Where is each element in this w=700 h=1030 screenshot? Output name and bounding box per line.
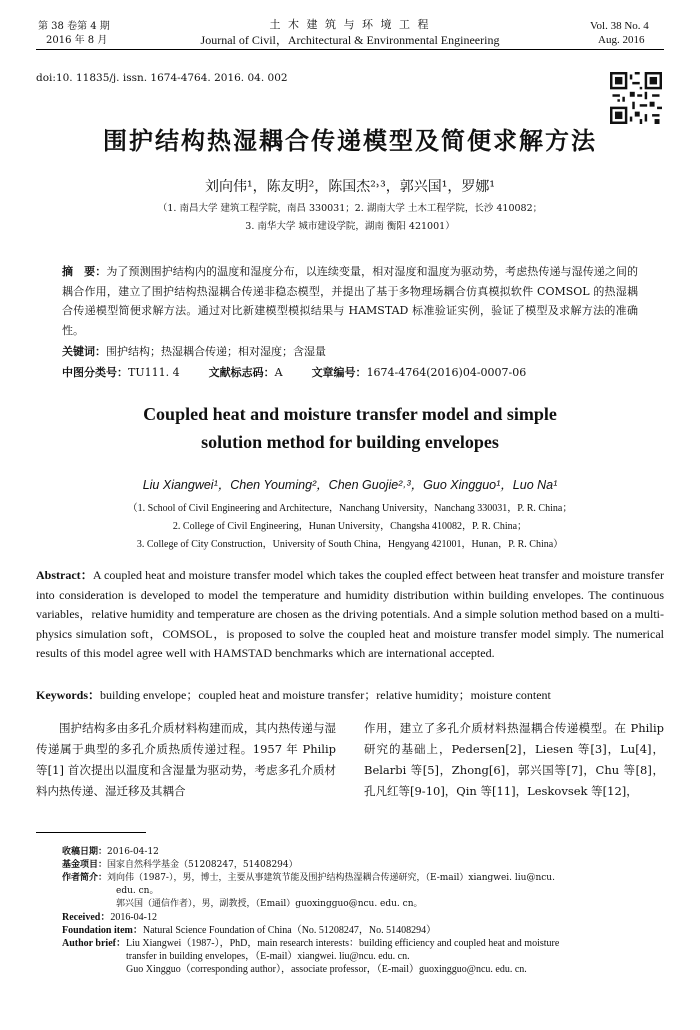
abstract-cn [62, 262, 638, 340]
fund-en-value: Natural Science Foundation of China（No. 51208247，No. 51408294） [142, 925, 437, 936]
journal-en: Journal of Civil，Architectural & Environmental Engineering [200, 33, 500, 47]
bio-cn-label: 作者简介： [62, 873, 108, 883]
received-en-value: 2016-04-12 [110, 912, 157, 923]
keywords-cn-text: 围护结构；热湿耦合传递；相对湿度；含湿量 [106, 345, 326, 358]
fund-cn-label: 基金项目： [62, 860, 108, 870]
abstract-en-text: A coupled heat and moisture transfer model which takes the coupled effect between heat transfer and moisture transfer into consideration is developed to model the temperature and humidity distribution within building envelopes. The continuous variables，relative humidity and temperature are chosen as the driving potentials. And a simple solution method based on a multi-physics simulation soft，COMSOL，is proposed to solve the coupled heat and moisture transfer model simply. The numerical results of this model agree well with HAMSTAD benchmarks which are international accepted. [36, 568, 665, 660]
affiliation-en-1: （1. School of Civil Engineering and Architecture，Nanchang University，Nanchang 330031，P. R. China； [127, 503, 573, 514]
footnotes [62, 846, 662, 976]
bio-cn-line-3: 郭兴国（通信作者），男，副教授，（Email）guoxingguo@ncu. edu. cn。 [116, 899, 423, 909]
footnote-fund-cn [62, 859, 662, 872]
keywords-cn-label: 关键词： [62, 345, 106, 358]
bio-en-line-3: Guo Xingguo（corresponding author），associate professor，（E-mail）guoxingguo@ncu. edu. cn. [126, 964, 527, 975]
clc-value: TU111. 4 [128, 366, 180, 379]
doc-code-value: A [274, 366, 283, 379]
authors-en: Liu Xiangwei¹，Chen Youming²，Chen Guojie²˒³，Guo Xingguo¹，Luo Na¹ [142, 478, 558, 492]
abstract-en-label: Abstract： [36, 568, 93, 582]
clc-line [62, 364, 526, 380]
body-column-left: 围护结构多由多孔介质材料构建而成，其内热传递与湿传递属于典型的多孔介质热质传递过程。1957 年 Philip 等[1] 首次提出以温度和含湿量为驱动势，考虑多孔介质材料内热传递、湿迁移及其耦合 [36, 721, 336, 798]
abstract-en [36, 566, 664, 664]
qr-code-icon [610, 72, 662, 124]
journal-cn: 土 木 建 筑 与 环 境 工 程 [269, 18, 431, 31]
affiliation-cn-1: （1. 南昌大学 建筑工程学院，南昌 330031；2. 湖南大学 土木工程学院，长沙 410082； [157, 203, 543, 214]
footnote-rule [36, 832, 146, 833]
fund-en-label: Foundation item： [62, 925, 143, 936]
footnote-received-en [62, 911, 662, 924]
bio-en-line-1: Liu Xiangwei（1987-），PhD，main research interests：building efficiency and coupled heat and moisture [125, 938, 560, 949]
footnote-bio-cn [62, 872, 662, 885]
bio-cn-line-1: 刘向伟（1987-），男，博士，主要从事建筑节能及围护结构热湿耦合传递研究，（E-mail）xiangwei. liu@ncu. [107, 873, 555, 883]
affiliation-en-2: 2. College of Civil Engineering，Hunan University，Changsha 410082，P. R. China； [172, 521, 528, 532]
footnote-bio-en [62, 937, 662, 950]
title-en-2: solution method for building envelopes [201, 432, 499, 452]
received-en-label: Received： [62, 912, 111, 923]
doc-code-label: 文献标志码： [208, 366, 275, 379]
fund-cn-value: 国家自然科学基金（51208247，51408294） [107, 860, 298, 870]
title-en-1: Coupled heat and moisture transfer model and simple [143, 404, 557, 424]
abstract-cn-text: 为了预测围护结构内的温度和湿度分布，以连续变量，相对湿度和温度为驱动势，考虑热传递与湿传递之间的耦合作用，建立了围护结构热湿耦合传递非稳态模型，并提出了基于多物理场耦合仿真模拟软件 COMSOL 的热湿耦合传递模型简便求解方法。通过对比新建模型模拟结果与 HAMSTAD 标准验证实例，验证了模型及求解方法的准确性。 [62, 265, 639, 337]
keywords-en [36, 686, 664, 706]
affiliation-cn-2: 3. 南华大学 城市建设学院，湖南 衡阳 421001） [245, 221, 455, 232]
header-rule [36, 49, 664, 50]
clc-label: 中图分类号： [62, 366, 128, 379]
keywords-cn [62, 343, 326, 359]
volume-en: Vol. 38 No. 4 [590, 20, 649, 32]
abstract-cn-label: 摘 要： [62, 265, 107, 278]
bio-cn-line-2: edu. cn。 [116, 886, 159, 896]
keywords-en-label: Keywords： [36, 688, 100, 702]
body-column-right: 作用，建立了多孔介质材料热湿耦合传递模型。在 Philip 研究的基础上，Pedersen[2]，Liesen 等[3]，Lu[4]，Belarbi 等[5]，Zhong[6]，郭兴国等[7]，Chu 等[8]，孔凡红等[9-10]，Qin 等[11]，Leskovsek 等[12]， [364, 721, 664, 798]
authors-cn: 刘向伟¹，陈友明²，陈国杰²˒³，郭兴国¹，罗娜¹ [205, 179, 495, 195]
volume-cn: 第 38 卷第 4 期 [38, 21, 110, 32]
footnote-received-cn [62, 846, 662, 859]
title-cn: 围护结构热湿耦合传递模型及简便求解方法 [103, 126, 597, 155]
article-no-label: 文章编号： [311, 366, 367, 379]
doi: doi:10. 11835/j. issn. 1674-4764. 2016. 04. 002 [36, 72, 288, 84]
keywords-en-text: building envelope；coupled heat and moisture transfer；relative humidity；moisture content [100, 688, 551, 702]
article-no-value: 1674-4764(2016)04-0007-06 [366, 366, 527, 379]
footnote-fund-en [62, 924, 662, 937]
date-en: Aug. 2016 [598, 34, 645, 46]
date-cn: 2016 年 8 月 [46, 35, 108, 46]
affiliation-en-3: 3. College of City Construction，University of South China，Hengyang 421001，Hunan，P. R. China） [136, 539, 564, 550]
bio-en-line-2: transfer in building envelopes，（E-mail）xiangwei. liu@ncu. edu. cn. [126, 951, 410, 962]
received-cn-label: 收稿日期： [62, 847, 108, 857]
bio-en-label: Author brief： [62, 938, 126, 949]
received-cn-value: 2016-04-12 [107, 847, 159, 857]
